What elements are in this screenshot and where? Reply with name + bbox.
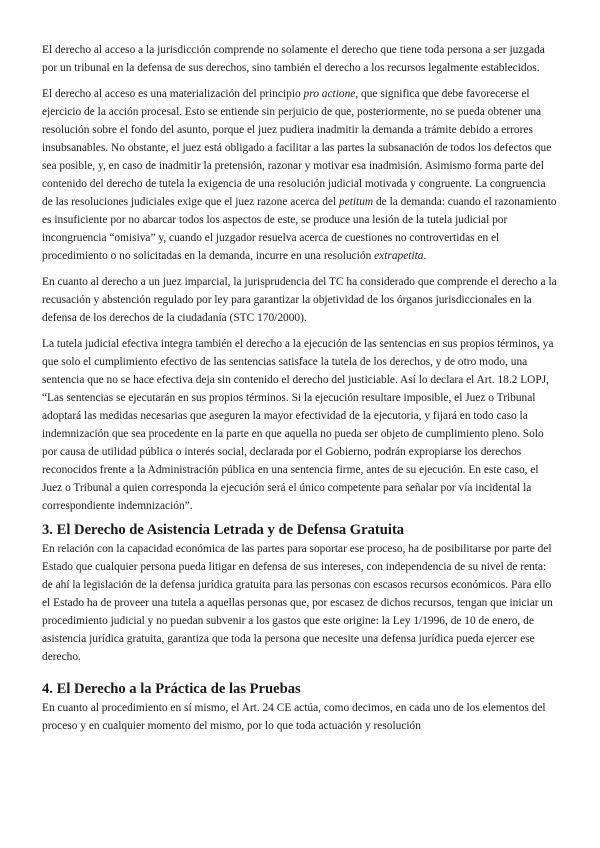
- term-extrapetita: extrapetita: [374, 250, 424, 262]
- document-page: [42, 41, 558, 735]
- section-heading-3: 3. El Derecho de Asistencia Letrada y de Defensa Gratuita: [42, 522, 405, 538]
- paragraph-pro-actione-part-c: de la demanda: cuando el razonamiento es insuficiente por no abarcar todos los aspectos de este, se produce una lesión de la tutela judicial por incongruencia “omisiva” y, cuando el juzgador resuelva acerca de cuestiones no controvertidas en el procedimiento o no solicitadas en la demanda, incurre en una resolución: [42, 196, 557, 262]
- paragraph-pro-actione: [42, 85, 558, 265]
- term-pro-actione: pro actione: [303, 88, 356, 100]
- paragraph-access-jurisdiction: El derecho al acceso a la jurisdicción comprende no solamente el derecho que tiene toda persona a ser juzgada por un tribunal en la defensa de sus derechos, sino también el derecho a los recursos legalmente establecidos.: [42, 44, 545, 74]
- paragraph-impartial-judge: En cuanto al derecho a un juez imparcial, la jurisprudencia del TC ha considerado que comprende el derecho a la recusación y abstención regulado por ley para garantizar la objetividad de los órganos jurisdiccionales en la defensa de los derechos de la ciudadanía (STC 170/2000).: [42, 276, 557, 324]
- section-heading-4: 4. El Derecho a la Práctica de las Pruebas: [42, 681, 301, 697]
- paragraph-pro-actione-part-d: .: [423, 250, 427, 262]
- paragraph-execution-sentences: La tutela judicial efectiva integra también el derecho a la ejecución de las sentencias en sus propios términos, ya que solo el cumplimiento efectivo de las sentencias satisface la tutela de los derechos, y de otro modo, una sentencia que no se hace efectiva deja sin contenido el derecho del justiciable. Así lo declara el Art. 18.2 LOPJ, “Las sentencias se ejecutarán en sus propios términos. Si la ejecución resultare imposible, el Juez o Tribunal adoptará las medidas necesarias que aseguren la mayor efectividad de la ejecutoria, y fijará en todo caso la indemnización que sea procedente en la parte en que aquella no pueda ser objeto de cumplimiento pleno. Solo por causa de utilidad pública o interés social, declarada por el Gobierno, podrán expropiarse los derechos reconocidos frente a la Administración pública en una sentencia firme, antes de su ejecución. En este caso, el Juez o Tribunal a quien corresponda la ejecución será el único competente para señalar por vía incidental la correspondiente indemnización”.: [42, 338, 554, 512]
- paragraph-pro-actione-part-a: El derecho al acceso es una materialización del principio: [42, 88, 304, 100]
- paragraph-legal-aid: En relación con la capacidad económica de las partes para soportar ese proceso, ha de posibilitarse por parte del Estado que cualquier persona pueda litigar en defensa de sus intereses, con independencia de su nivel de renta: de ahí la legislación de la defensa jurídica gratuita para las personas con escasos recursos económicos. Para ello el Estado ha de proveer una tutela a aquellas personas que, por escasez de dichos recursos, tengan que iniciar un procedimiento judicial y no puedan subvenir a los gastos que este origine: la Ley 1/1996, de 10 de enero, de asistencia jurídica gratuita, garantiza que toda la persona que necesite una defensa jurídica pueda ejercer ese derecho.: [42, 543, 553, 663]
- paragraph-evidence: En cuanto al procedimiento en sí mismo, el Art. 24 CE actúa, como decimos, en cada uno de los elementos del proceso y en cualquier momento del mismo, por lo que toda actuación y resolución: [42, 702, 546, 732]
- paragraph-pro-actione-part-b: , que significa que debe favorecerse el ejercicio de la acción procesal. Esto se entiende sin perjuicio de que, posteriormente, no se pueda obtener una resolución sobre el fondo del asunto, porque el juez pudiera inadmitir la demanda a trámite debido a errores insubsanables. No obstante, el juez está obligado a facilitar a las partes la subsanación de todos los defectos que sea posible, y, en caso de inadmitir la pretensión, razonar y motivar esa inadmisión. Asimismo forma parte del contenido del derecho de tutela la exigencia de una resolución judicial motivada y congruente. La congruencia de las resoluciones judiciales exige que el juez razone acerca del: [42, 88, 552, 208]
- term-petitum: petitum: [338, 196, 374, 208]
